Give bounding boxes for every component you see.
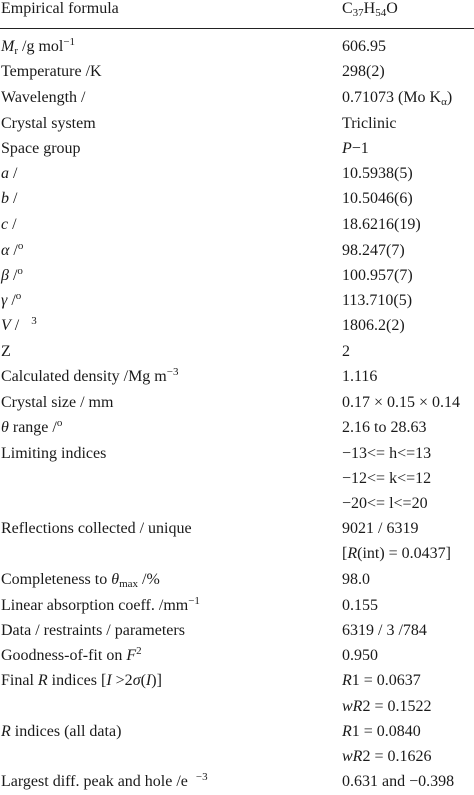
table-row [0,339,474,365]
row-value-space-group: P−1 [342,140,369,157]
row-value-absorption: 0.155 [342,597,378,614]
table-row [0,491,474,517]
row-value-all-r1: R1 = 0.0840 [342,723,421,740]
row-label-crystal-system: Crystal system [1,115,96,132]
row-value-volume: 1806.2(2) [342,317,405,334]
header-label: Empirical formula [1,0,119,17]
table-row [0,364,474,390]
row-value-wavelength: 0.71073 (Mo $K_\alpha$) [342,89,453,108]
row-value-data-restraints: 6319 / 3 /784 [342,622,427,639]
row-label-density: Calculated density /Mg $m^{-3}$ [1,366,179,385]
row-label-absorption: Linear absorption coeff. $/mm^{-1}$ [1,595,200,614]
row-value-largest-peak: 0.631 and −0.398 [342,773,455,790]
row-value-limit-h: −13<= h<=13 [342,445,432,462]
row-value-goodness-of-fit: 0.950 [342,647,378,664]
table-row [0,719,474,745]
row-label-gamma: γ /$^o$ [1,290,22,309]
row-label-c: c / [1,216,17,233]
row-value-all-wr2: wR2 = 0.1626 [342,748,432,765]
header-formula: $C_{37}H_{54}O$ [342,0,398,19]
table-row [0,668,474,694]
row-value-alpha: 98.247(7) [342,242,405,259]
row-label-alpha: α /$^o$ [1,240,24,259]
row-value-limit-k: −12<= k<=12 [342,470,432,487]
row-label-volume: V / $^3$ [1,315,37,334]
row-value-final-r1: R1 = 0.0637 [342,672,421,689]
row-value-final-wr2: wR2 = 0.1522 [342,698,432,715]
row-label-goodness-of-fit: Goodness-of-fit on $F^2$ [1,645,142,664]
row-label-all-r: R indices (all data) [1,723,122,740]
table-row [0,288,474,314]
table-row [0,59,474,85]
table-row [0,618,474,644]
row-label-largest-peak: Largest diff. peak and hole /e $^{-3}$ [1,771,208,790]
row-value-mr: 606.95 [342,38,386,55]
row-label-reflections: Reflections collected / unique [1,520,192,537]
row-value-theta-range: 2.16 to 28.63 [342,419,427,436]
table-row [0,541,474,567]
table-row [0,136,474,162]
row-label-wavelength: Wavelength / [1,89,86,106]
row-label-beta: β /$^o$ [1,265,23,284]
table-row [0,744,474,770]
row-value-beta: 100.957(7) [342,267,413,284]
row-value-b: 10.5046(6) [342,190,413,207]
row-label-completeness: Completeness to $\theta_{max}$ /% [1,571,160,590]
table-row [0,161,474,187]
row-label-a: a / [1,165,18,182]
row-value-z: 2 [342,343,350,360]
row-value-r-int: [R(int) = 0.0437] [342,545,452,562]
row-value-crystal-system: Triclinic [342,115,397,132]
row-value-crystal-size: 0.17 × 0.15 × 0.14 [342,394,461,411]
row-value-reflections: 9021 / 6319 [342,520,419,537]
row-value-gamma: 113.710(5) [342,292,413,309]
row-label-b: b / [1,190,18,207]
table-row [0,415,474,441]
row-label-space-group: Space group [1,140,81,157]
row-label-z: Z [1,343,11,360]
table-row [0,186,474,212]
header-row [0,0,474,22]
table-row [0,238,474,264]
table-row [0,111,474,137]
table-row [0,466,474,492]
table-row [0,769,474,795]
header-rule [0,28,474,29]
row-value-completeness: 98.0 [342,571,370,588]
row-value-c: 18.6216(19) [342,216,421,233]
table-row [0,85,474,111]
table-row [0,34,474,60]
row-value-density: 1.116 [342,368,378,385]
table-row [0,441,474,467]
table-row [0,313,474,339]
table-row [0,390,474,416]
table-row [0,694,474,720]
table-row [0,567,474,593]
row-value-temperature: 298(2) [342,63,385,80]
row-value-a: 10.5938(5) [342,165,413,182]
row-value-limit-l: −20<= l<=20 [342,495,428,512]
row-label-mr: $M_r$ /g mol$^{-1}$ [1,36,76,57]
row-label-crystal-size: Crystal size / mm [1,394,114,411]
table-row [0,593,474,619]
row-label-theta-range: θ range /$^o$ [1,417,63,436]
table-row [0,212,474,238]
row-label-final-r: Final R indices [I >2σ(I)] [1,672,162,689]
row-label-limiting-indices: Limiting indices [1,445,107,462]
table-row [0,263,474,289]
row-label-temperature: Temperature /K [1,63,102,80]
table-row [0,516,474,542]
table-row [0,643,474,669]
row-label-data-restraints: Data / restraints / parameters [1,622,185,639]
